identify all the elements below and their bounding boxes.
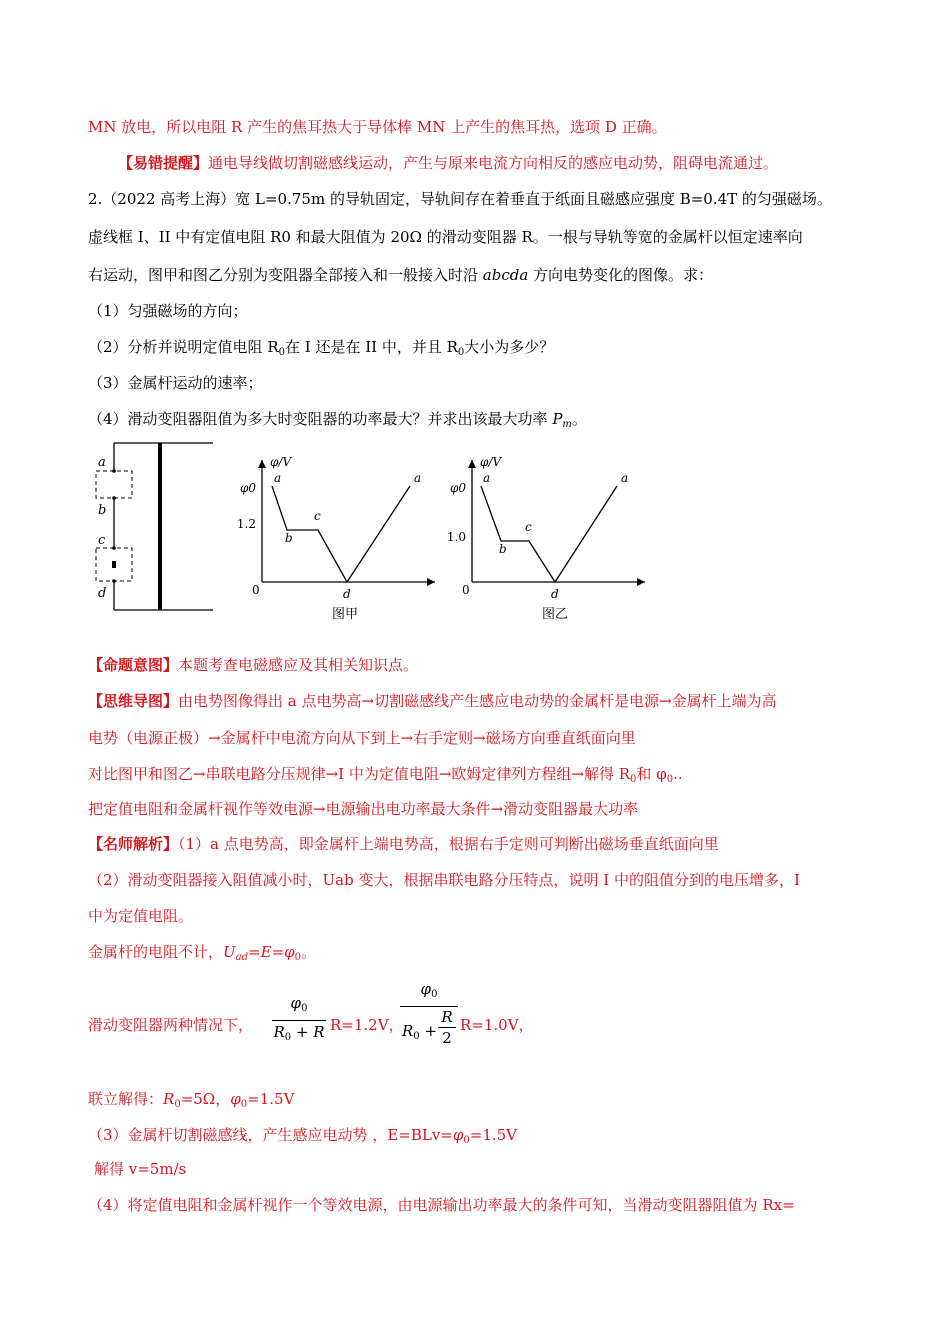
chart-title: 图乙 <box>541 607 569 622</box>
analysis-line-1: 【名师解析】（1）a 点电势高，即金属杆上端电势高，根据右手定则可判断出磁场垂直纸面向里 <box>88 835 719 853</box>
y-axis-arrow <box>468 460 476 468</box>
sub-question-3: （3）金属杆运动的速率； <box>88 374 263 392</box>
analysis-line-4: 金属杆的电阻不计，$U_{ad}=E=\varphi_0$。 <box>88 943 317 963</box>
x-axis-arrow <box>637 578 645 586</box>
mindmap-line-2: 电势（电源正极）→金属杆中电流方向从下到上→右手定则→磁场方向垂直纸面向里 <box>88 729 636 747</box>
circuit-label-b: b <box>98 503 107 518</box>
text-line-1: MN 放电，所以电阻 R 产生的焦耳热大于导体棒 MN 上产生的焦耳热，选项 D 正确。 <box>88 118 667 136</box>
circuit-diagram <box>88 438 218 616</box>
origin-label: 0 <box>462 583 470 597</box>
dashed-box-1 <box>96 471 132 498</box>
y-axis-label: φ/V <box>270 455 292 469</box>
tip-line: 【易错提醒】通电导线做切割磁感线运动，产生与原来电流方向相反的感应电动势，阻碍电流通过。 <box>118 154 779 172</box>
point-label-c: c <box>314 509 321 523</box>
fraction-1: $\varphi_0$ $R_0 + R$ <box>273 994 325 1043</box>
point-label-b: b <box>499 542 507 556</box>
point-label-d: d <box>551 587 559 601</box>
potential-line <box>481 486 617 582</box>
potential-line <box>272 486 410 582</box>
equation-intro: 滑动变阻器两种情况下， <box>88 1016 254 1034</box>
x-axis-arrow <box>427 578 435 586</box>
y-axis-label: φ/V <box>480 455 502 469</box>
circuit-label-a: a <box>98 455 106 470</box>
tick-label: φ0 <box>239 481 256 495</box>
tick-label: 1.2 <box>236 517 256 531</box>
point-label-c: c <box>525 520 532 534</box>
sub-question-4: （4）滑动变阻器阻值为多大时变阻器的功率最大？并求出该最大功率 $P_m$。 <box>88 410 587 430</box>
question-line-1: 2.（2022 高考上海）宽 L=0.75m 的导轨固定，导轨间存在着垂直于纸面且磁感应强度 B=0.4T 的匀强磁场。 <box>88 190 832 208</box>
sub-question-1: （1）匀强磁场的方向； <box>88 302 248 320</box>
part3-result: 解得 v=5m/s <box>94 1160 187 1178</box>
analysis-line-2: （2）滑动变阻器接入阻值减小时，Uab 变大，根据串联电路分压特点，说明 I 中的阻值分到的电压增多，I <box>88 871 800 889</box>
point-label-a: a <box>483 471 491 485</box>
intent-line: 【命题意图】本题考查电磁感应及其相关知识点。 <box>88 656 419 674</box>
mindmap-line-4: 把定值电阻和金属杆视作等效电源→电源输出电功率最大条件→滑动变阻器最大功率 <box>88 800 639 818</box>
part4-line: （4）将定值电阻和金属杆视作一个等效电源，由电源输出功率最大的条件可知，当滑动变阻器阻值为 Rx= <box>88 1196 795 1214</box>
result-line: 联立解得：$R_0=5\Omega$，$\varphi_0=1.5V$ <box>88 1090 295 1110</box>
part3-line: （3）金属杆切割磁感线，产生感应电动势 ，$E=BLv=\varphi_0=1.5V$ <box>88 1126 518 1146</box>
tick-label: φ0 <box>449 481 466 495</box>
circuit-label-d: d <box>98 586 107 601</box>
chart-jia <box>235 448 445 628</box>
question-line-2: 虚线框 I、II 中有定值电阻 R0 和最大阻值为 20Ω 的滑动变阻器 R。一根与导轨等宽的金属杆以恒定速率向 <box>88 228 803 246</box>
point-label-d: d <box>343 587 351 601</box>
question-line-3: 右运动，图甲和图乙分别为变阻器全部接入和一般接入时沿 abcda 方向电势变化的图像。求： <box>88 266 714 284</box>
mindmap-line-1: 【思维导图】由电势图像得出 a 点电势高→切割磁感线产生感应电动势的金属杆是电源→金属杆上端为高 <box>88 692 777 710</box>
equation-2-rhs: R=1.0V， <box>460 1016 534 1034</box>
chart-yi <box>445 448 655 628</box>
chart-title: 图甲 <box>331 607 359 622</box>
fraction-2: $\varphi_0$ $R_0$ + R 2 <box>400 978 458 1055</box>
sub-question-2: （2）分析并说明定值电阻 $R_0$在 I 还是在 II 中，并且 $R_0$大小为多少？ <box>88 338 555 358</box>
point-label-a: a <box>621 471 629 485</box>
circuit-label-c: c <box>98 533 106 548</box>
tip-tag: 【易错提醒】 <box>118 154 209 172</box>
tick-label: 1.0 <box>446 530 466 544</box>
y-axis-arrow <box>258 460 266 468</box>
point-label-a: a <box>414 471 422 485</box>
equation-1-rhs: R=1.2V， <box>330 1016 404 1034</box>
point-label-a: a <box>274 471 282 485</box>
analysis-line-3: 中为定值电阻。 <box>88 907 194 925</box>
mindmap-line-3: 对比图甲和图乙→串联电路分压规律→I 中为定值电阻→欧姆定律列方程组→解得 $R_0$和 $\varphi_0$.. <box>88 765 683 785</box>
point-label-b: b <box>285 531 293 545</box>
origin-label: 0 <box>252 583 260 597</box>
